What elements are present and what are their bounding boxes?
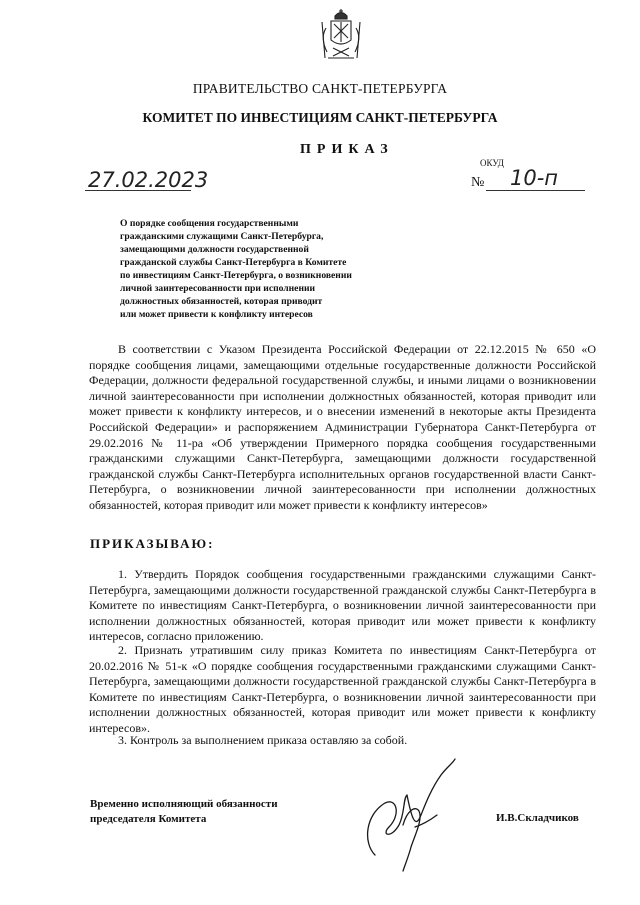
subject-line: или может привести к конфликту интересов	[120, 309, 313, 320]
order-subject	[120, 217, 390, 321]
subject-line: О порядке сообщения государственными	[120, 218, 299, 229]
subject-line: замещающими должности государственной	[120, 244, 309, 255]
order-date: 27.02.2023	[88, 168, 209, 192]
signatory-position	[90, 797, 278, 827]
number-underline	[486, 190, 585, 191]
preamble-paragraph: В соответствии с Указом Президента Российской Федерации от 22.12.2015 № 650 «О порядке сообщения лицами, замещающими отдельные государственные должности Российской Федерации, должности федеральной государственной службы, и иными лицами о возникновении личной заинтересованности при исполнении должностных обязанностей, которая приводит или может привести к конфликту интересов, и о внесении изменений в некоторые акты Президента Российской Федерации» и распоряжением Администрации Губернатора Санкт-Петербурга от 29.02.2016 № 11-ра «Об утверждении Примерного порядка сообщения государственными гражданскими служащими Санкт-Петербурга, замещающими должности государственной гражданской службы Санкт-Петербурга исполнительных органов государственной власти Санкт-Петербурга, о возникновении личной заинтересованности при исполнении должностных обязанностей, которая приводит или может привести к конфликту интересов»	[89, 342, 596, 512]
document-type: ПРИКАЗ	[300, 142, 394, 157]
handwritten-signature	[345, 755, 475, 875]
okud-label: ОКУД	[480, 158, 504, 168]
government-name: ПРАВИТЕЛЬСТВО САНКТ-ПЕТЕРБУРГА	[192, 81, 448, 96]
order-item-3: 3. Контроль за выполнением приказа оставляю за собой.	[118, 733, 408, 747]
committee-name: КОМИТЕТ ПО ИНВЕСТИЦИЯМ САНКТ-ПЕТЕРБУРГА	[142, 110, 498, 125]
number-label: №	[471, 175, 485, 190]
subject-line: должностных обязанностей, которая приводит	[120, 296, 323, 307]
date-underline	[85, 190, 191, 191]
subject-line: по инвестициям Санкт-Петербурга, о возникновении	[120, 270, 352, 281]
order-number: 10-п	[510, 166, 559, 190]
signatory-name: И.В.Складчиков	[496, 812, 579, 824]
signatory-position-line: председателя Комитета	[90, 813, 207, 825]
subject-line: гражданскими служащими Санкт-Петербурга,	[120, 231, 324, 242]
coat-of-arms-icon	[318, 8, 364, 62]
signatory-position-line: Временно исполняющий обязанности	[90, 798, 278, 810]
subject-line: гражданской службы Санкт-Петербурга в Комитете	[120, 257, 347, 268]
order-item-2: 2. Признать утратившим силу приказ Комитета по инвестициям Санкт-Петербурга от 20.02.2016 № 51-к «О порядке сообщения государственными гражданскими служащими Санкт-Петербурга, замещающими должности государственной гражданской службы Санкт-Петербурга в Комитете по инвестициям Санкт-Петербурга, о возникновении личной заинтересованности при исполнении должностных обязанностей, которая приводит или может привести к конфликту интересов».	[89, 643, 596, 735]
subject-line: личной заинтересованности при исполнении	[120, 283, 316, 294]
order-item-1: 1. Утвердить Порядок сообщения государственными гражданскими служащими Санкт-Петербурга, замещающими должности государственной гражданской службы Санкт-Петербурга в Комитете по инвестициям Санкт-Петербурга, о возникновении личной заинтересованности при исполнении должностных обязанностей, которая приводит или может привести к конфликту интересов, согласно приложению.	[89, 567, 596, 644]
order-directive: ПРИКАЗЫВАЮ:	[90, 536, 215, 551]
